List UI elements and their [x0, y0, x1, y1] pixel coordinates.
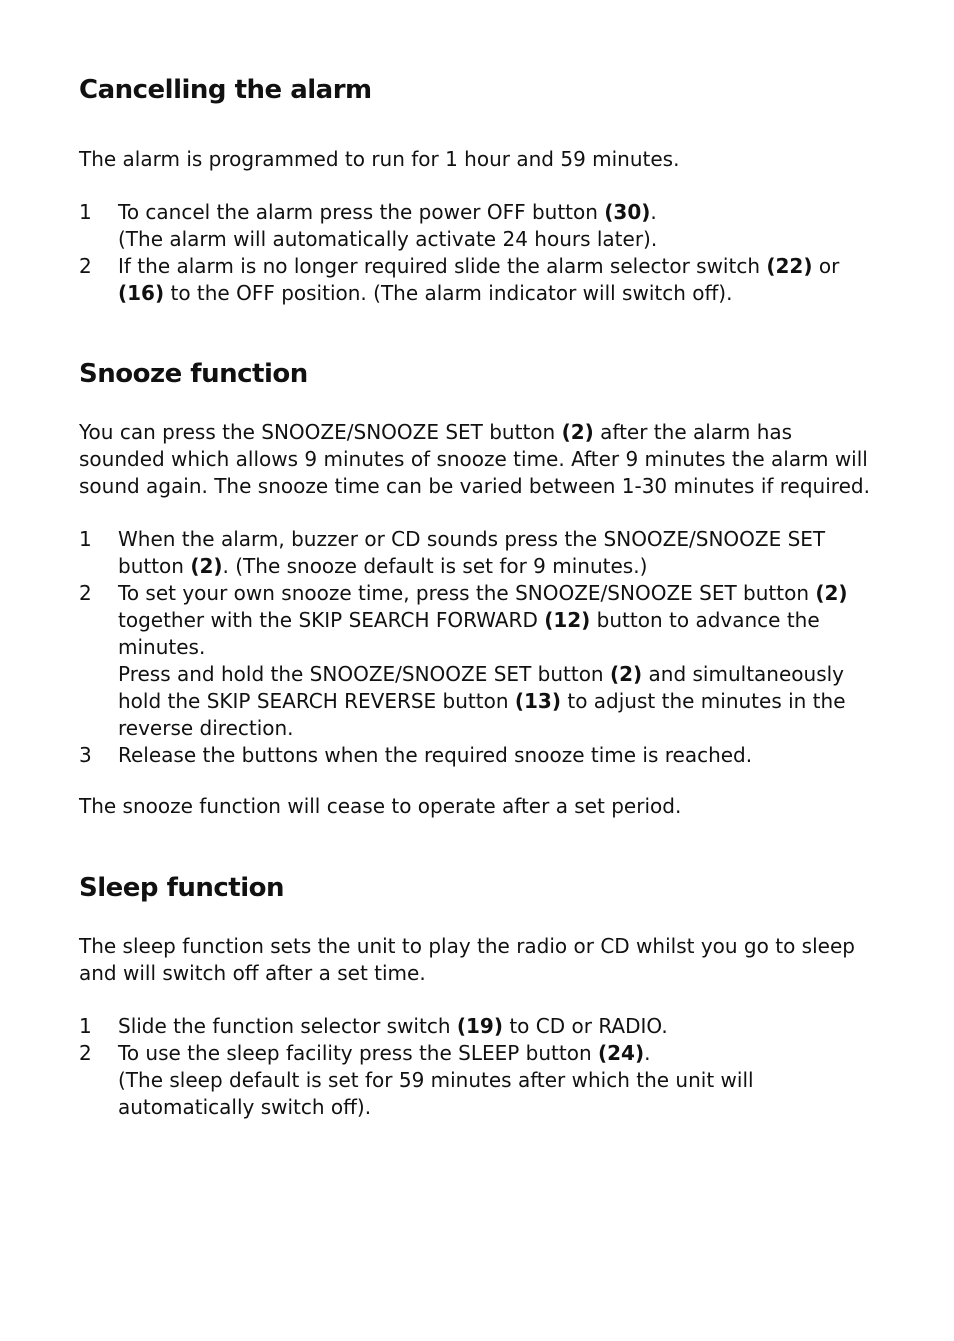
- text-line: [118, 1013, 754, 1040]
- text-segment: When the alarm, buzzer or CD sounds press the SNOOZE/SNOOZE SET: [118, 527, 826, 551]
- list-item-text: [118, 253, 839, 307]
- list-item: [79, 526, 848, 580]
- button-reference: (13): [514, 689, 561, 713]
- button-reference: (2): [815, 581, 848, 605]
- text-segment: to the OFF position. (The alarm indicator will switch off).: [164, 281, 733, 305]
- text-line: [118, 742, 848, 769]
- text-line: [79, 933, 855, 960]
- list-item: [79, 580, 848, 742]
- text-segment: together with the SKIP SEARCH FORWARD: [118, 608, 545, 632]
- text-line: [118, 634, 848, 661]
- list-item: [79, 253, 839, 307]
- text-segment: To cancel the alarm press the power OFF button: [118, 200, 605, 224]
- list-item-text: [118, 526, 848, 580]
- text-segment: Slide the function selector switch: [118, 1014, 457, 1038]
- list-item: [79, 1040, 754, 1121]
- list-item-text: [118, 199, 839, 253]
- text-segment: To set your own snooze time, press the SNOOZE/SNOOZE SET button: [118, 581, 816, 605]
- text-segment: sounded which allows 9 minutes of snooze time. After 9 minutes the alarm will: [79, 447, 868, 471]
- button-reference: (2): [190, 554, 223, 578]
- text-line: [118, 226, 839, 253]
- button-reference: (16): [118, 281, 165, 305]
- text-line: [118, 715, 848, 742]
- text-segment: button to advance the: [590, 608, 820, 632]
- text-segment: Press and hold the SNOOZE/SNOOZE SET button: [118, 662, 610, 686]
- list-item-text: [118, 742, 848, 769]
- text-segment: and will switch off after a set time.: [79, 961, 426, 985]
- button-reference: (2): [561, 420, 594, 444]
- text-line: [118, 1040, 754, 1067]
- text-segment: reverse direction.: [118, 716, 294, 740]
- text-segment: You can press the SNOOZE/SNOOZE SET button: [79, 420, 562, 444]
- list-item: [79, 1013, 754, 1040]
- text-segment: (The alarm will automatically activate 24 hours later).: [118, 227, 658, 251]
- text-line: [79, 960, 855, 987]
- text-line: [79, 419, 870, 446]
- section-title-sleep-function: Sleep function: [79, 873, 285, 903]
- text-line: [79, 146, 679, 173]
- list-item-number: 3: [79, 743, 92, 767]
- button-reference: (22): [766, 254, 813, 278]
- section-intro: [79, 933, 855, 987]
- text-line: [118, 607, 848, 634]
- text-line: [118, 253, 839, 280]
- text-segment: .: [650, 200, 657, 224]
- text-line: [118, 688, 848, 715]
- text-segment: or: [812, 254, 840, 278]
- text-segment: button: [118, 554, 191, 578]
- text-segment: To use the sleep facility press the SLEEP button: [118, 1041, 598, 1065]
- text-line: [118, 280, 839, 307]
- section-intro: [79, 419, 870, 500]
- text-line: [118, 1067, 754, 1094]
- button-reference: (19): [456, 1014, 503, 1038]
- text-line: [118, 580, 848, 607]
- list-item: [79, 199, 839, 253]
- text-line: [118, 553, 848, 580]
- text-line: [118, 526, 848, 553]
- list-item-number: 2: [79, 581, 92, 605]
- text-segment: and simultaneously: [642, 662, 845, 686]
- text-segment: hold the SKIP SEARCH REVERSE button: [118, 689, 515, 713]
- button-reference: (30): [604, 200, 651, 224]
- text-segment: (The sleep default is set for 59 minutes after which the unit will: [118, 1068, 754, 1092]
- list-item-number: 1: [79, 527, 92, 551]
- list-item-number: 1: [79, 200, 92, 224]
- list-item-number: 1: [79, 1014, 92, 1038]
- text-segment: sound again. The snooze time can be varied between 1-30 minutes if required.: [79, 474, 870, 498]
- list-item: [79, 742, 848, 769]
- instruction-list: [79, 199, 839, 307]
- text-line: [118, 199, 839, 226]
- text-line: [118, 661, 848, 688]
- button-reference: (2): [609, 662, 643, 686]
- text-segment: .: [644, 1041, 651, 1065]
- text-line: [118, 1094, 754, 1121]
- text-segment: automatically switch off).: [118, 1095, 372, 1119]
- text-segment: Release the buttons when the required snooze time is reached.: [118, 743, 753, 767]
- section-title-cancelling-alarm: Cancelling the alarm: [79, 75, 372, 105]
- text-segment: minutes.: [118, 635, 206, 659]
- text-segment: . (The snooze default is set for 9 minutes.): [222, 554, 648, 578]
- section-title-snooze-function: Snooze function: [79, 359, 308, 389]
- button-reference: (12): [544, 608, 591, 632]
- text-segment: to CD or RADIO.: [502, 1014, 668, 1038]
- text-line: [79, 473, 870, 500]
- section-intro: [79, 146, 679, 173]
- text-segment: If the alarm is no longer required slide the alarm selector switch: [118, 254, 767, 278]
- text-segment: The sleep function sets the unit to play the radio or CD whilst you go to sleep: [79, 934, 855, 958]
- text-segment: to adjust the minutes in the: [561, 689, 846, 713]
- list-item-number: 2: [79, 1041, 92, 1065]
- section-note: The snooze function will cease to operate after a set period.: [79, 794, 682, 818]
- text-segment: after the alarm has: [593, 420, 793, 444]
- list-item-number: 2: [79, 254, 92, 278]
- list-item-text: [118, 1013, 754, 1040]
- list-item-text: [118, 1040, 754, 1121]
- list-item-text: [118, 580, 848, 742]
- text-line: [79, 446, 870, 473]
- instruction-list: [79, 526, 848, 769]
- instruction-list: [79, 1013, 754, 1121]
- text-segment: The alarm is programmed to run for 1 hour and 59 minutes.: [79, 147, 680, 171]
- button-reference: (24): [598, 1041, 645, 1065]
